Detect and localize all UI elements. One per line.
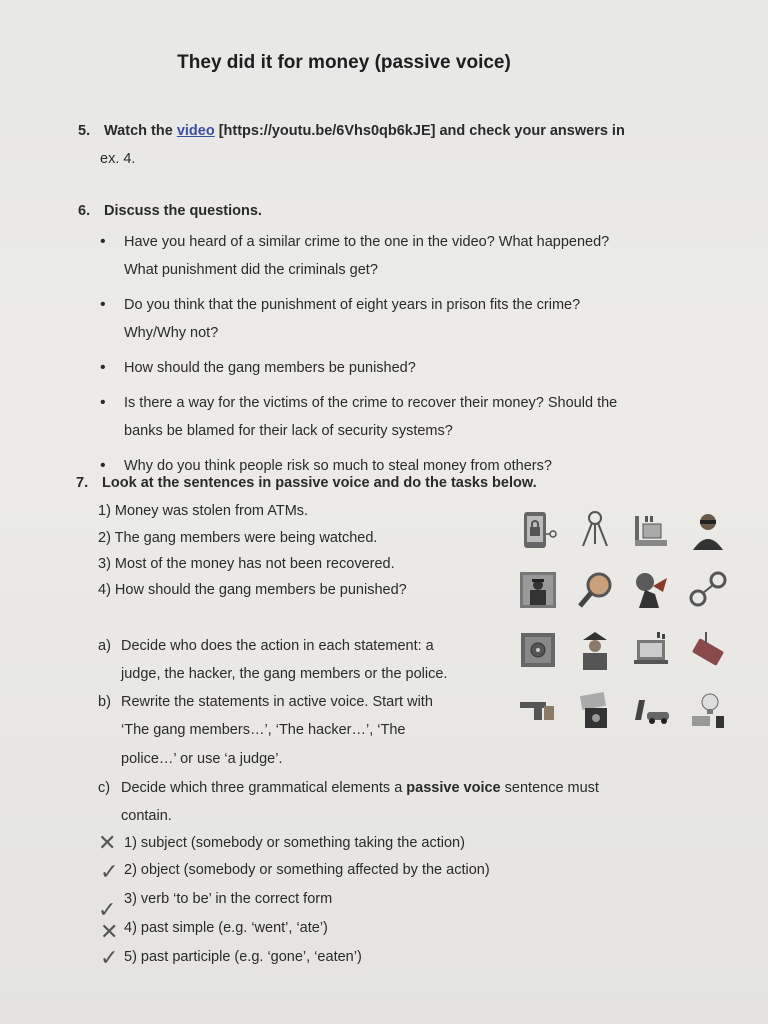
icon-row <box>518 570 728 615</box>
task-c-label: c) <box>98 780 111 796</box>
keys-icon <box>575 510 615 550</box>
question-number: 7. <box>76 475 89 491</box>
handwritten-check-mark: ✓ <box>100 946 119 971</box>
task-a-line1: Decide who does the action in each statement: a <box>121 638 434 654</box>
bullet-item: • Why do you think people risk so much to steal money from others? <box>100 452 688 480</box>
laptop-theft-icon <box>631 510 671 550</box>
task-c-line1: Decide which three grammatical elements a passive voice sentence must <box>121 780 599 796</box>
police-officer-icon <box>575 630 615 670</box>
handwritten-check-mark: ✓ <box>100 860 119 885</box>
option-4: 4) past simple (e.g. ‘went’, ‘ate’) <box>124 920 328 936</box>
sentence-4: 4) How should the gang members be punished? <box>98 582 407 598</box>
handwritten-check-mark: ✓ <box>98 898 117 923</box>
cash-hand-icon <box>575 690 615 730</box>
bullet-item: • Have you heard of a similar crime to the one in the video? What happened? What punishment did the criminals get? <box>100 228 688 284</box>
q5-text-pre: Watch the <box>104 123 173 139</box>
handwritten-cross-mark: ✕ <box>98 831 117 856</box>
crime-icon-grid <box>518 510 738 750</box>
bullet-item: • Is there a way for the victims of the crime to recover their money? Should the banks be blamed for their lack of security systems? <box>100 389 688 445</box>
question-7-heading <box>76 472 696 494</box>
worksheet-title: They did it for money (passive voice) <box>177 52 511 73</box>
option-2: 2) object (somebody or something affected by the action) <box>124 862 490 878</box>
gun-hand-icon <box>518 690 558 730</box>
q6-heading: Discuss the questions. <box>104 203 262 219</box>
laptop-icon <box>631 630 671 670</box>
task-b-label: b) <box>98 694 111 710</box>
question-5 <box>78 120 678 170</box>
phone-lock-icon <box>518 510 558 550</box>
handcuffs-icon <box>688 570 728 610</box>
car-chase-icon <box>631 690 671 730</box>
burglar-icon <box>688 510 728 550</box>
sentence-1: 1) Money was stolen from ATMs. <box>98 503 309 519</box>
option-1: 1) subject (somebody or something taking the action) <box>124 835 465 851</box>
handwritten-cross-mark: ✕ <box>100 920 119 945</box>
q6-bullet-list <box>100 228 688 480</box>
icon-row <box>518 630 728 675</box>
icon-row <box>518 690 728 735</box>
question-number: 6. <box>78 203 91 219</box>
q7-heading: Look at the sentences in passive voice and do the tasks below. <box>102 475 537 491</box>
video-link[interactable]: video <box>176 123 215 139</box>
q5-text-post: [https://youtu.be/6Vhs0qb6kJE] and check your answers in <box>218 123 625 139</box>
question-6 <box>78 200 688 487</box>
task-c-line2: contain. <box>121 808 172 824</box>
task-b-line2: ‘The gang members…’, ‘The hacker…’, ‘The <box>121 722 406 738</box>
task-b-line3: police…’ or use ‘a judge’. <box>121 751 283 767</box>
sentence-3: 3) Most of the money has not been recovered. <box>98 556 395 572</box>
q5-line2: ex. 4. <box>100 151 136 167</box>
question-number: 5. <box>78 123 91 139</box>
idea-icon <box>688 690 728 730</box>
passive-voice-bold: passive voice <box>406 780 501 796</box>
magnifier-icon <box>575 570 615 610</box>
task-b-line1: Rewrite the statements in active voice. Start with <box>121 694 433 710</box>
option-3: 3) verb ‘to be’ in the correct form <box>124 891 333 907</box>
bullet-item: • Do you think that the punishment of eight years in prison fits the crime? Why/Why not? <box>100 291 688 347</box>
bullet-item: • How should the gang members be punished? <box>100 354 688 382</box>
thief-bag-icon <box>631 570 671 610</box>
option-5: 5) past participle (e.g. ‘gone’, ‘eaten’) <box>124 949 362 965</box>
hacker-screen-icon <box>518 570 558 610</box>
task-a-label: a) <box>98 638 111 654</box>
task-a-line2: judge, the hacker, the gang members or the police. <box>121 666 448 682</box>
credit-card-icon <box>688 630 728 670</box>
safe-icon <box>518 630 558 670</box>
sentence-2: 2) The gang members were being watched. <box>98 530 378 546</box>
icon-row <box>518 510 728 555</box>
